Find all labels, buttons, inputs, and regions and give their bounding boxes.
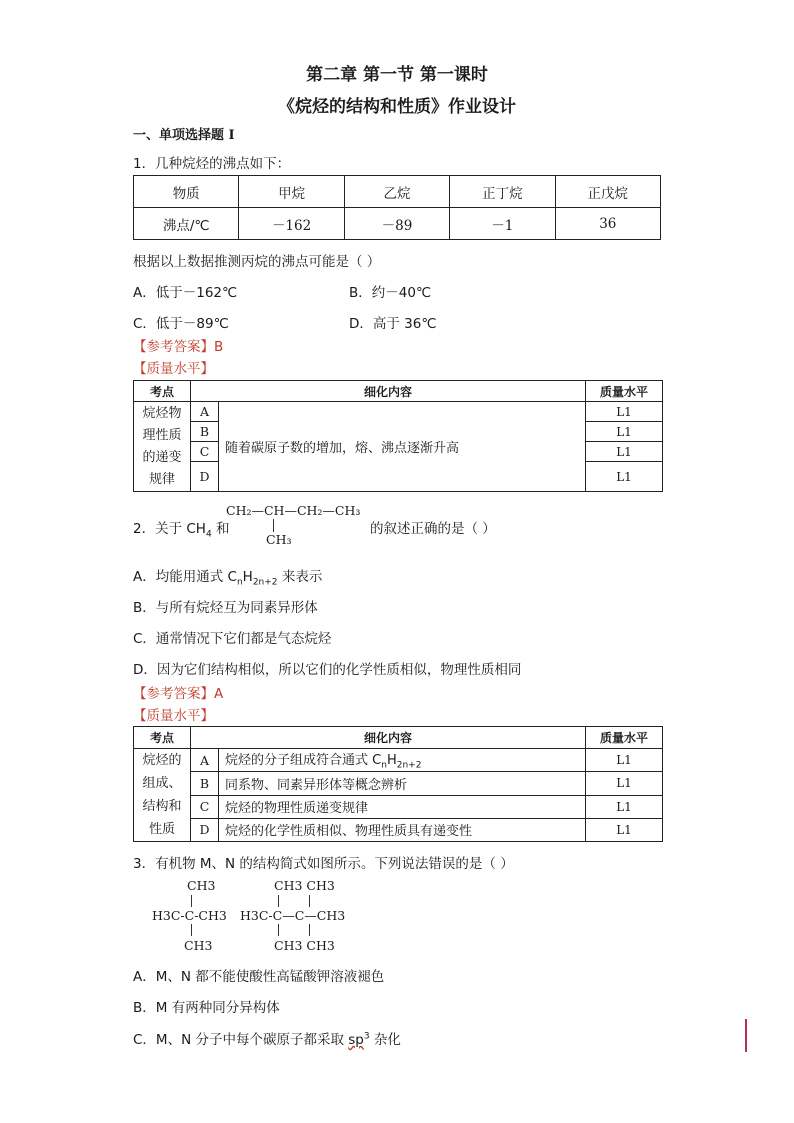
content-cell: 烷烃的化学性质相似、物理性质具有递变性 xyxy=(219,818,586,841)
table-header: 考点 xyxy=(134,381,191,402)
table-cell: 沸点/℃ xyxy=(134,208,239,240)
q2-stem-prefix: 2．关于 CH xyxy=(133,521,206,537)
q3-n-bottom: CH3 CH3 xyxy=(274,938,335,953)
q2-structure-main: CH₂—CH—CH₂—CH₃ xyxy=(226,503,361,518)
q1-question: 根据以上数据推测丙烷的沸点可能是（ ） xyxy=(133,254,381,270)
table-header: 正戊烷 xyxy=(555,176,660,208)
content-sub: n xyxy=(381,760,387,771)
table-row xyxy=(134,208,661,240)
q2-quality-table xyxy=(133,726,663,842)
q2-answer: 【参考答案】A xyxy=(133,686,224,702)
letter-cell: A xyxy=(191,402,219,422)
content-prefix: 烷烃的分子组成符合通式 C xyxy=(225,753,382,769)
q1-boiling-table xyxy=(133,175,661,240)
table-row xyxy=(134,176,661,208)
q3-m-top: CH3 xyxy=(187,878,216,893)
content-mid: H xyxy=(386,753,397,769)
level-cell: L1 xyxy=(586,442,663,462)
q2-option-b: B．与所有烷烃互为同素异形体 xyxy=(133,600,318,616)
q3-n-top: CH3 CH3 xyxy=(274,878,335,893)
table-row xyxy=(134,749,663,772)
q1-option-d: D．高于 36℃ xyxy=(349,316,437,332)
content-cell xyxy=(219,749,586,772)
q3-option-c-prefix: C．M、N 分子中每个碳原子都采取 xyxy=(133,1032,349,1048)
table-row xyxy=(134,381,663,402)
level-cell: L1 xyxy=(586,772,663,795)
q1-option-c: C．低于－89℃ xyxy=(133,316,229,332)
q3-m-bond-top xyxy=(191,895,192,907)
topic-cell xyxy=(134,402,191,492)
content-cell: 随着碳原子数的增加，熔、沸点逐渐升高 xyxy=(219,402,586,492)
level-cell: L1 xyxy=(586,749,663,772)
table-header: 甲烷 xyxy=(239,176,344,208)
letter-cell: C xyxy=(191,795,219,818)
q2-stem xyxy=(133,517,230,540)
margin-mark xyxy=(745,1019,747,1052)
q2-stem-mid: 和 xyxy=(211,521,230,537)
q2-option-d: D．因为它们结构相似，所以它们的化学性质相似，物理性质相同 xyxy=(133,662,522,678)
section-heading: 一、单项选择题 I xyxy=(133,128,235,143)
table-cell: 36 xyxy=(555,208,660,240)
topic-line: 烷烃的 xyxy=(142,753,182,768)
table-cell: －89 xyxy=(344,208,449,240)
level-cell: L1 xyxy=(586,462,663,492)
q1-quality-label: 【质量水平】 xyxy=(133,361,214,377)
topic-line: 性质 xyxy=(148,822,175,837)
letter-cell: B xyxy=(191,772,219,795)
q2-option-a-prefix: A．均能用通式 C xyxy=(133,569,237,585)
table-cell: －162 xyxy=(239,208,344,240)
table-header: 质量水平 xyxy=(586,727,663,749)
table-row xyxy=(134,795,663,818)
q3-stem: 3．有机物 M、N 的结构简式如图所示。下列说法错误的是（ ） xyxy=(133,856,514,872)
q3-option-b: B．M 有两种同分异构体 xyxy=(133,1000,280,1016)
q2-quality-label: 【质量水平】 xyxy=(133,708,214,724)
q3-n-middle: H3C-C—C—CH3 xyxy=(240,908,346,923)
q2-option-a-mid: H xyxy=(242,569,253,585)
topic-cell xyxy=(134,749,191,842)
q2-option-a-sub: n xyxy=(236,577,243,588)
level-cell: L1 xyxy=(586,402,663,422)
q1-stem: 1．几种烷烃的沸点如下： xyxy=(133,156,291,172)
level-cell: L1 xyxy=(586,818,663,841)
q1-answer: 【参考答案】B xyxy=(133,339,224,355)
table-header: 考点 xyxy=(134,727,191,749)
content-sub: 2n+2 xyxy=(396,760,422,771)
level-cell: L1 xyxy=(586,422,663,442)
topic-line: 结构和 xyxy=(142,799,182,814)
letter-cell: B xyxy=(191,422,219,442)
q2-option-c: C．通常情况下它们都是气态烷烃 xyxy=(133,631,332,647)
q2-option-a-sub: 2n+2 xyxy=(252,577,278,588)
table-row xyxy=(134,818,663,841)
q2-structure-branch: CH₃ xyxy=(266,532,292,547)
page-title: 第二章 第一节 第一课时 xyxy=(306,65,488,85)
q1-quality-table xyxy=(133,380,663,492)
table-row xyxy=(134,727,663,749)
table-header: 细化内容 xyxy=(191,727,586,749)
table-cell: －1 xyxy=(450,208,555,240)
letter-cell: D xyxy=(191,818,219,841)
letter-cell: D xyxy=(191,462,219,492)
q2-option-a xyxy=(133,565,322,588)
q1-option-a: A．低于－162℃ xyxy=(133,285,238,301)
q3-option-c-hybrid: sp xyxy=(348,1032,364,1048)
topic-line: 的递变 xyxy=(142,449,182,465)
table-header: 细化内容 xyxy=(191,381,586,402)
table-header: 正丁烷 xyxy=(450,176,555,208)
q1-option-b: B．约－40℃ xyxy=(349,285,432,301)
q3-m-middle: H3C-C-CH3 xyxy=(152,908,227,923)
content-cell: 烷烃的物理性质递变规律 xyxy=(219,795,586,818)
q3-n-bond-bottom-left xyxy=(278,924,279,936)
table-row xyxy=(134,402,663,422)
topic-line: 组成、 xyxy=(142,776,182,791)
topic-line: 烷烃物 xyxy=(142,405,182,421)
q3-option-a: A．M、N 都不能使酸性高锰酸钾溶液褪色 xyxy=(133,969,385,985)
q3-option-c-suffix: 杂化 xyxy=(369,1032,401,1048)
table-header: 物质 xyxy=(134,176,239,208)
topic-line: 规律 xyxy=(148,471,175,487)
q3-m-bond-bottom xyxy=(191,924,192,936)
q3-n-bond-bottom-right xyxy=(309,924,310,936)
level-cell: L1 xyxy=(586,795,663,818)
q3-option-c xyxy=(133,1028,401,1048)
q2-stem-sub: 4 xyxy=(205,529,212,540)
q2-stem-suffix: 的叙述正确的是（ ） xyxy=(370,521,496,537)
letter-cell: C xyxy=(191,442,219,462)
table-header: 质量水平 xyxy=(586,381,663,402)
topic-line: 理性质 xyxy=(142,427,182,443)
table-row xyxy=(134,772,663,795)
q3-option-c-sup: 3 xyxy=(363,1031,370,1042)
content-cell: 同系物、同素异形体等概念辨析 xyxy=(219,772,586,795)
table-header: 乙烷 xyxy=(344,176,449,208)
letter-cell: A xyxy=(191,749,219,772)
q3-n-bond-top-right xyxy=(309,895,310,907)
q3-m-bottom: CH3 xyxy=(184,938,213,953)
q3-n-bond-top-left xyxy=(278,895,279,907)
page-subtitle: 《烷烃的结构和性质》作业设计 xyxy=(278,97,516,117)
q2-option-a-suffix: 来表示 xyxy=(277,569,323,585)
q2-structure-bond xyxy=(273,519,274,532)
